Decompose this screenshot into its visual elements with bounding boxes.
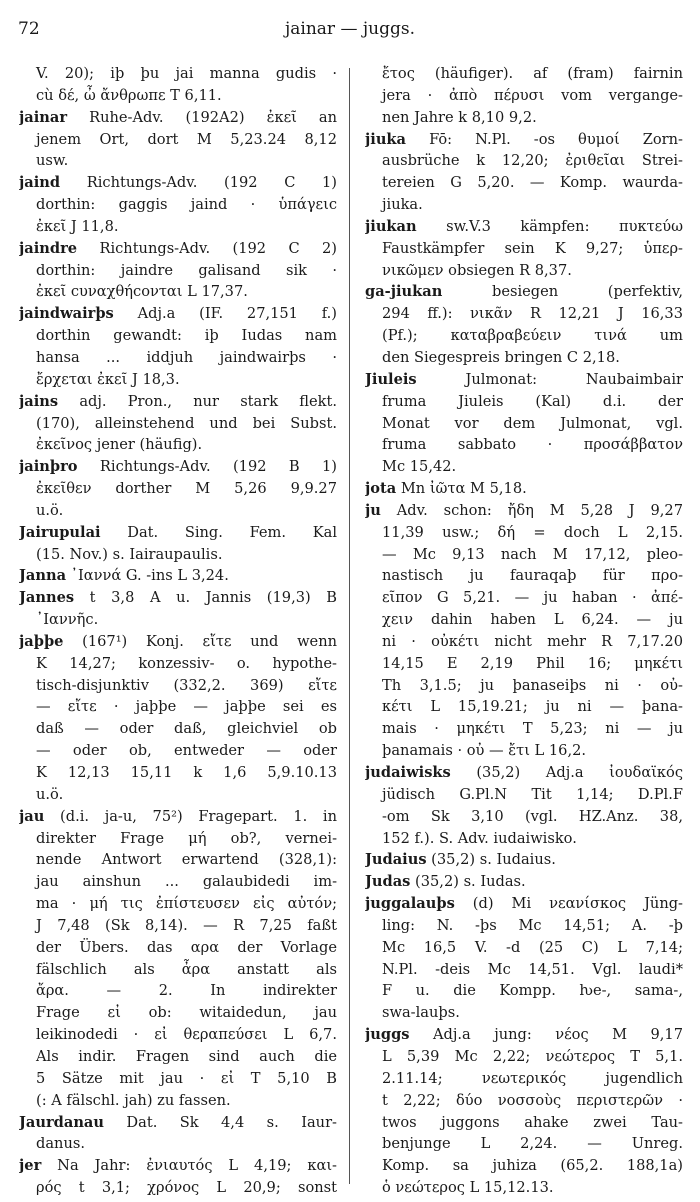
entry-line: [365, 1002, 683, 1024]
entry-text: nen Jahre k 8,10 9,2.: [382, 108, 537, 126]
entry-line: [365, 413, 683, 435]
headword: ga-jiukan: [365, 283, 443, 301]
entry-line-headword: [365, 500, 683, 522]
entry-text: jera · ἀπὸ πέρυσι vom vergange-: [382, 86, 683, 104]
entry-line: [365, 150, 683, 172]
headword: Jairupulai: [19, 523, 101, 541]
entry-text: — oder ob, entweder — oder: [36, 742, 337, 760]
headword: jainþro: [19, 458, 78, 476]
entry-line: [19, 347, 337, 369]
entry-line: [19, 1046, 337, 1068]
entry-line: [365, 980, 683, 1002]
entry-text: Adj.a jung: νέος M 9,17: [409, 1026, 683, 1044]
entry-line: [365, 675, 683, 697]
entry-line: [19, 500, 337, 522]
entry-text: mais · μηκέτι T 5,23; ni — ju: [382, 720, 683, 738]
page-number: 72: [18, 19, 40, 39]
entry-line-headword: [19, 1155, 337, 1177]
entry-text: jüdisch G.Pl.N Tit 1,14; D.Pl.F: [382, 785, 683, 803]
entry-text: daß — oder daß, gleichviel ob: [36, 720, 337, 738]
entry-line: [365, 544, 683, 566]
entry-text: Fō: N.Pl. -os θυμοί Zorn-: [406, 130, 683, 148]
entry-text: (d) Mi νεανίσκος Jüng-: [454, 895, 683, 913]
entry-line-headword: [365, 849, 683, 871]
entry-text: fruma sabbato · προσάββατον: [382, 436, 683, 454]
headword: jota: [365, 480, 397, 498]
entry-line: [365, 85, 683, 107]
entry-line-headword: [19, 806, 337, 828]
entry-text: — εἴτε · jaþþe — jaþþe sei es: [36, 698, 337, 716]
entry-text: dorthin gewandt: iþ Iudas nam: [36, 327, 337, 345]
entry-text: fruma Jiuleis (Kal) d.i. der: [382, 392, 683, 410]
entry-line: [19, 63, 337, 85]
entry-line: [19, 478, 337, 500]
entry-text: Adv. schon: ἤδη M 5,28 J 9,27: [380, 501, 683, 519]
entry-line: [365, 696, 683, 718]
entry-text: ἐκεῖ J 11,8.: [36, 217, 119, 235]
entry-line-headword: [19, 587, 337, 609]
entry-text: sw.V.3 kämpfen: πυκτεύω: [416, 217, 683, 235]
entry-text: Na Jahr: ἐνιαυτός L 4,19; και-: [41, 1157, 337, 1175]
entry-text: ausbrüche k 12,20; ἐριθεῖαι Strei-: [382, 152, 683, 170]
entry-text: (170), alleinstehend und bei Subst.: [36, 414, 337, 432]
entry-text: ni · οὐκέτι nicht mehr R 7,17.20: [382, 632, 683, 650]
entry-line: [365, 63, 683, 85]
entry-text: 11,39 usw.; δή = doch L 2,15.: [382, 523, 683, 541]
entry-text: swa-lauþs.: [382, 1004, 460, 1022]
entry-text: Ruhe-Adv. (192A2) ἐκεῖ an: [67, 108, 337, 126]
entry-line-headword: [19, 391, 337, 413]
entry-line: [19, 194, 337, 216]
headword: jaþþe: [19, 632, 64, 650]
entry-line: [365, 609, 683, 631]
entry-line-headword: [19, 303, 337, 325]
left-column: [19, 63, 337, 1199]
entry-text: Mc 16,5 V. -d (25 C) L 7,14;: [382, 938, 683, 956]
headword: jains: [19, 392, 59, 410]
entry-text: Richtungs-Adv. (192 B 1): [77, 458, 337, 476]
headword: Judas: [365, 873, 411, 891]
entry-text: dorthin: gaggis jaind · ὑπάγειc: [36, 196, 337, 214]
entry-text: J 7,48 (Sk 8,14). — R 7,25 faßt: [36, 916, 337, 934]
entry-text: Als indir. Fragen sind auch die: [36, 1047, 337, 1065]
headword: jiukan: [365, 217, 417, 235]
entry-line: [19, 544, 337, 566]
headword: Jaurdanau: [19, 1113, 104, 1131]
entry-text: εῖπον G 5,21. — ju haban · ἀπέ-: [382, 589, 683, 607]
entry-line-headword: [365, 281, 683, 303]
entry-text: ὁ νεώτερος L 15,12.13.: [382, 1179, 554, 1197]
headword: judaiwisks: [365, 764, 451, 781]
entry-text: νικῶμεν obsiegen R 8,37.: [382, 261, 572, 279]
entry-line: [19, 675, 337, 697]
entry-line: [365, 107, 683, 129]
entry-text: χειν dahin haben L 6,24. — ju: [382, 611, 683, 629]
entry-line: [365, 456, 683, 478]
entry-line-headword: [19, 107, 337, 129]
entry-text: 2.11.14; νεωτερικός jugendlich: [382, 1069, 683, 1087]
entry-line: [365, 718, 683, 740]
entry-line: [19, 784, 337, 806]
entry-text: — Mc 9,13 nach M 17,12, pleo-: [382, 545, 683, 563]
entry-line: [19, 718, 337, 740]
entry-line: [365, 1068, 683, 1090]
entry-line-headword: [365, 893, 683, 915]
headword: jau: [19, 807, 45, 825]
entry-text: tisch-disjunktiv (332,2. 369) εἴτε: [36, 676, 337, 694]
entry-line: [365, 194, 683, 216]
entry-text: besiegen (perfektiv,: [442, 283, 683, 301]
headword: Jannes: [19, 589, 75, 607]
entry-text: leikinodedi · εἰ θεραπεύσει L 6,7.: [36, 1026, 337, 1044]
entry-line: [365, 172, 683, 194]
entry-text: 152 f.). S. Adv. iudaiwisko.: [382, 829, 577, 847]
entry-line: [365, 1155, 683, 1177]
entry-text: adj. Pron., nur stark flekt.: [58, 392, 337, 410]
entry-text: Richtungs-Adv. (192 C 1): [60, 174, 337, 192]
entry-text: (Pf.); καταβραβεύειν τινά um: [382, 327, 683, 345]
entry-text: u.ö.: [36, 501, 64, 519]
entry-text: Richtungs-Adv. (192 C 2): [77, 239, 337, 257]
entry-text: ἐκεῖθεν dorther M 5,26 9,9.27: [36, 480, 337, 498]
entry-text: jenem Ort, dort M 5,23.24 8,12: [36, 130, 337, 148]
entry-text: L 5,39 Mc 2,22; νεώτερος T 5,1.: [382, 1047, 683, 1065]
entry-line-headword: [365, 871, 683, 893]
running-head: jainar — juggs.: [285, 19, 415, 39]
headword: Judaius: [365, 851, 427, 869]
entry-line: [365, 937, 683, 959]
entry-text: Dat. Sk 4,4 s. Iaur-: [104, 1113, 337, 1131]
entry-line: [19, 129, 337, 151]
entry-line: [19, 85, 337, 107]
entry-line: [19, 653, 337, 675]
entry-text: F u. die Kompp. ƕe-, sama-,: [382, 982, 683, 1000]
entry-line: [365, 631, 683, 653]
entry-line: [19, 915, 337, 937]
headword: juggs: [365, 1026, 410, 1044]
entry-line: [365, 1177, 683, 1199]
entry-line: [365, 740, 683, 762]
entry-line: [365, 260, 683, 282]
entry-text: jau ainshun ... galaubidedi im-: [36, 873, 337, 891]
entry-text: ᾿Ιαννά G. -ins L 3,24.: [66, 567, 229, 585]
entry-text: usw.: [36, 152, 69, 170]
entry-text: ἐκεῖνος jener (häufig).: [36, 436, 203, 454]
entry-text: V. 20); iþ þu jai manna gudis ·: [36, 65, 337, 82]
entry-text: ἄρα. — 2. In indirekter: [36, 982, 337, 1000]
entry-line-headword: [365, 216, 683, 238]
headword: jaind: [19, 174, 61, 192]
entry-line: [365, 238, 683, 260]
entry-line: [365, 1112, 683, 1134]
entry-text: (35,2) Adj.a ἰουδαϊκός: [450, 764, 683, 781]
entry-line: [365, 1133, 683, 1155]
entry-line: [19, 696, 337, 718]
entry-text: tereien G 5,20. — Komp. waurda-: [382, 174, 683, 192]
headword: jer: [19, 1157, 42, 1175]
entry-text: ma · μή τις ἐπίστευσεν εἰς αὐτόν;: [36, 895, 337, 913]
headword: jainar: [19, 108, 68, 126]
entry-line: [19, 937, 337, 959]
headword: jaindre: [19, 239, 78, 257]
headword: jaindwairþs: [19, 305, 114, 323]
entry-line: [19, 260, 337, 282]
entry-line: [365, 653, 683, 675]
entry-line: [19, 325, 337, 347]
column-rule: [349, 68, 350, 1184]
entry-text: danus.: [36, 1135, 85, 1153]
entry-text: (35,2) s. Iudaius.: [426, 851, 556, 869]
entry-text: twos juggons ahake zwei Tau-: [382, 1113, 683, 1131]
entry-text: hansa ... iddjuh jaindwairþs ·: [36, 348, 337, 366]
entry-text: 5 Sätze mit jau · εἰ T 5,10 B: [36, 1069, 337, 1087]
headword: jiuka: [365, 130, 407, 148]
entry-text: 294 ff.): νικᾶν R 12,21 J 16,33: [382, 305, 683, 323]
entry-line: [19, 959, 337, 981]
headword: juggalauþs: [365, 895, 455, 913]
entry-text: K 14,27; konzessiv- o. hypothe-: [36, 654, 337, 672]
entry-line-headword: [365, 762, 683, 784]
entry-text: u.ö.: [36, 785, 64, 803]
entry-text: κέτι L 15,19.21; ju ni — þana-: [382, 698, 683, 716]
entry-text: þanamais · οὐ — ἔτι L 16,2.: [382, 742, 587, 760]
entry-text: Dat. Sing. Fem. Kal: [100, 523, 337, 541]
entry-text: Mc 15,42.: [382, 458, 457, 476]
entry-line: [365, 1046, 683, 1068]
entry-text: t 2,22; δύο νοσσοὺς περιστερῶν ·: [382, 1091, 683, 1109]
entry-line: [19, 893, 337, 915]
entry-line: [365, 784, 683, 806]
entry-text: 14,15 E 2,19 Phil 16; μηκέτι: [382, 654, 683, 672]
entry-text: Adj.a (IF. 27,151 f.): [113, 305, 337, 323]
entry-text: dorthin: jaindre galisand sik ·: [36, 261, 337, 279]
entry-line: [19, 849, 337, 871]
entry-line: [19, 1177, 337, 1199]
entry-line: [19, 980, 337, 1002]
entry-text: (167¹) Konj. εἴτε und wenn: [63, 632, 337, 650]
entry-line: [19, 150, 337, 172]
entry-text: den Siegespreis bringen C 2,18.: [382, 348, 620, 366]
entry-text: N.Pl. -deis Mc 14,51. Vgl. laudi*: [382, 960, 683, 978]
entry-line: [19, 1133, 337, 1155]
entry-line-headword: [19, 238, 337, 260]
entry-text: (d.i. ja-u, 75²) Fragepart. 1. in: [44, 807, 337, 825]
entry-line-headword: [365, 478, 683, 500]
entry-line-headword: [365, 1024, 683, 1046]
entry-text: cù δέ, ὦ ἄνθρωπε T 6,11.: [36, 86, 222, 104]
entry-line: [19, 609, 337, 631]
entry-line-headword: [19, 631, 337, 653]
entry-text: (35,2) s. Iudas.: [410, 873, 526, 891]
entry-line: [365, 959, 683, 981]
entry-text: Monat vor dem Julmonat, vgl.: [382, 414, 683, 432]
entry-text: nende Antwort erwartend (328,1):: [36, 851, 337, 869]
entry-text: fälschlich als ἆρα anstatt als: [36, 960, 337, 978]
entry-line: [19, 1090, 337, 1112]
entry-line: [19, 434, 337, 456]
entry-line: [19, 740, 337, 762]
entry-text: K 12,13 15,11 k 1,6 5,9.10.13: [36, 764, 337, 781]
entry-line: [19, 762, 337, 784]
entry-text: nastisch ju fauraqaþ für προ-: [382, 567, 683, 585]
entry-line: [365, 347, 683, 369]
entry-line-headword: [365, 129, 683, 151]
entry-text: Faustkämpfer sein K 9,27; ὑπερ-: [382, 239, 683, 257]
entry-line: [19, 871, 337, 893]
right-column: [365, 63, 683, 1199]
entry-text: ρός t 3,1; χρόνος L 20,9; sonst: [36, 1179, 337, 1197]
entry-line: [19, 369, 337, 391]
entry-line: [365, 1090, 683, 1112]
entry-line: [19, 216, 337, 238]
entry-text: der Übers. das αρα der Vorlage: [36, 938, 337, 956]
entry-line: [19, 413, 337, 435]
entry-text: jiuka.: [382, 196, 423, 214]
entry-text: Komp. sa juhiza (65,2. 188,1a): [382, 1157, 683, 1175]
entry-line: [365, 828, 683, 850]
entry-line: [19, 1002, 337, 1024]
headword: Jiuleis: [365, 370, 417, 388]
entry-line: [365, 915, 683, 937]
entry-line: [365, 325, 683, 347]
entry-text: Julmonat: Naubaimbair: [416, 370, 683, 388]
entry-text: -om Sk 3,10 (vgl. HZ.Anz. 38,: [382, 807, 683, 825]
entry-text: (: A fälschl. jah) zu fassen.: [36, 1091, 231, 1109]
entry-line: [19, 281, 337, 303]
entry-text: t 3,8 A u. Jannis (19,3) B: [74, 589, 337, 607]
entry-line: [365, 806, 683, 828]
entry-text: ᾿Ιαννῆc.: [36, 611, 99, 629]
entry-line: [365, 434, 683, 456]
entry-text: Th 3,1.5; ju þanaseiþs ni · οὐ-: [382, 676, 683, 694]
entry-line: [365, 587, 683, 609]
entry-text: benjunge L 2,24. — Unreg.: [382, 1135, 683, 1153]
entry-line: [19, 1068, 337, 1090]
entry-line: [365, 303, 683, 325]
entry-line: [19, 828, 337, 850]
entry-text: ἐκεῖ cυναχθήcονται L 17,37.: [36, 283, 248, 301]
entry-text: (15. Nov.) s. Iairaupaulis.: [36, 545, 223, 563]
entry-line: [365, 391, 683, 413]
entry-line: [365, 522, 683, 544]
entry-line-headword: [19, 456, 337, 478]
entry-text: ἔτος (häufiger). af (fram) fairnin: [382, 65, 683, 82]
headword: Janna: [19, 567, 67, 585]
entry-text: ἔρχεται ἐκεῖ J 18,3.: [36, 370, 180, 388]
entry-text: direkter Frage μή ob?, vernei-: [36, 829, 337, 847]
entry-text: Mn ἰῶτα M 5,18.: [396, 480, 527, 498]
entry-line-headword: [19, 1112, 337, 1134]
entry-line-headword: [19, 565, 337, 587]
entry-line-headword: [19, 172, 337, 194]
entry-text: ling: N. -þs Mc 14,51; A. -þ: [382, 916, 683, 934]
entry-text: Frage εἰ ob: witaidedun, jau: [36, 1004, 337, 1022]
entry-line: [365, 565, 683, 587]
entry-line-headword: [365, 369, 683, 391]
headword: ju: [365, 501, 381, 519]
entry-line: [19, 1024, 337, 1046]
entry-line-headword: [19, 522, 337, 544]
